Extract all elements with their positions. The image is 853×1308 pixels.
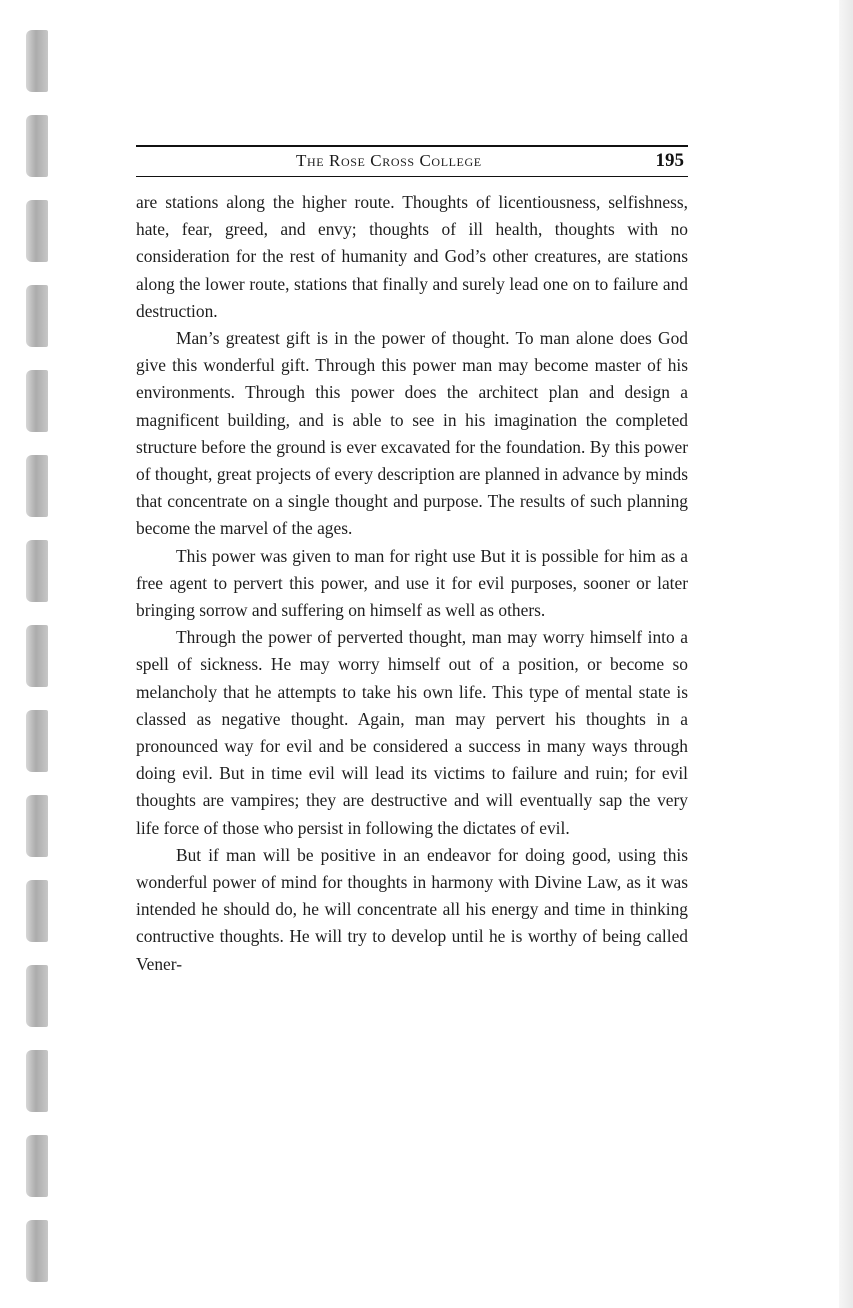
paragraph: Man’s greatest gift is in the power of thought. To man alone does God give this wonderful gift. Through this power man may become master of his environments. Through this power does the architect plan and design a magnificent building, and is able to see in his imagination the completed structure before the ground is ever excavated for the foundation. By this power of thought, great projects of every description are planned in advance by minds that concentrate on a single thought and purpose. The results of such planning become the marvel of the ages. xyxy=(136,328,688,539)
binding-hole xyxy=(26,370,48,432)
binding-hole xyxy=(26,880,48,942)
binding-hole xyxy=(26,625,48,687)
running-title: The Rose Cross College xyxy=(296,151,482,170)
running-header xyxy=(136,145,688,177)
binding-hole xyxy=(26,795,48,857)
paragraph: are stations along the higher route. Thoughts of licentiousness, selfishness, hate, fear, greed, and envy; thoughts of ill health, thoughts with no consideration for the rest of humanity and God’s other creatures, are stations along the lower route, stations that finally and surely lead one on to failure and destruction. xyxy=(136,192,688,321)
binding-hole xyxy=(26,285,48,347)
paragraph: Through the power of perverted thought, man may worry himself into a spell of sickness. He may worry himself out of a position, or become so melancholy that he attempts to take his own life. This type of mental state is classed as negative thought. Again, man may pervert his thoughts in a pronounced way for evil and be considered a success in many ways through doing evil. But in time evil will lead its victims to failure and ruin; for evil thoughts are vampires; they are destructive and will eventually sap the very life force of those who persist in following the dictates of evil. xyxy=(136,627,688,838)
paragraph: But if man will be positive in an endeavor for doing good, using this wonderful power of mind for thoughts in harmony with Divine Law, as it was intended he should do, he will concentrate all his energy and time in thinking contructive thoughts. He will try to develop until he is worthy of being called Vener- xyxy=(136,844,688,974)
binding-hole xyxy=(26,115,48,177)
binding-hole xyxy=(26,200,48,262)
binding-hole xyxy=(26,540,48,602)
binding-hole xyxy=(26,965,48,1027)
paragraph: This power was given to man for right use But it is possible for him as a free agent to pervert this power, and use it for evil purposes, sooner or later bringing sorrow and suffering on himself as well as others. xyxy=(136,545,688,621)
page-number: 195 xyxy=(655,150,684,171)
binding-hole xyxy=(26,710,48,772)
scan-page-edge xyxy=(839,0,853,1308)
binding-holes xyxy=(26,0,52,1308)
body-text xyxy=(136,189,688,978)
binding-hole xyxy=(26,1135,48,1197)
binding-hole xyxy=(26,1220,48,1282)
binding-hole xyxy=(26,30,48,92)
binding-hole xyxy=(26,455,48,517)
binding-hole xyxy=(26,1050,48,1112)
